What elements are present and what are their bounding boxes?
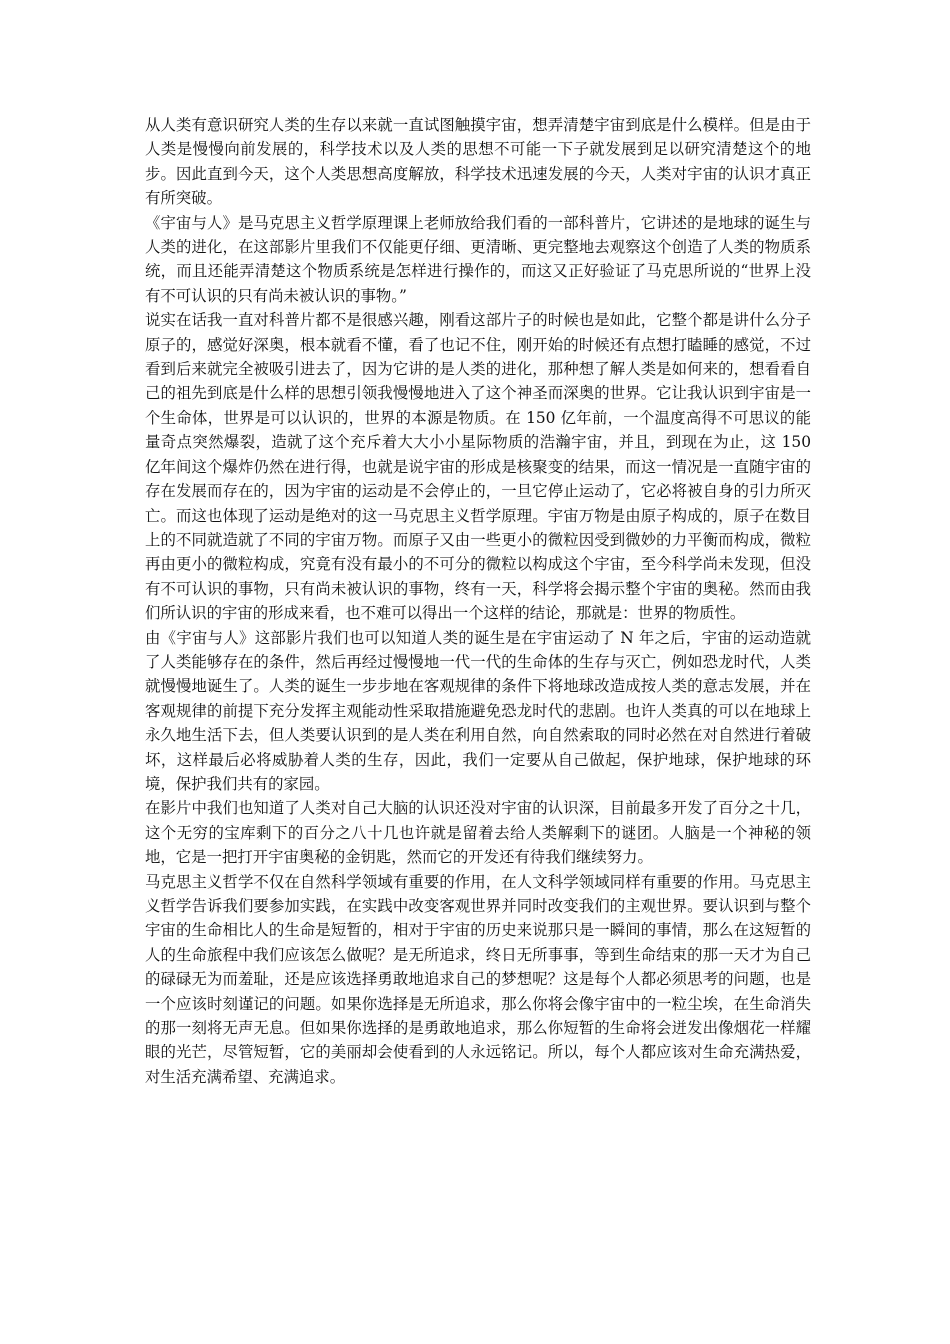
paragraph-universe-matter: 说实在话我一直对科普片都不是很感兴趣，刚看这部片子的时候也是如此，它整个都是讲什么分子原子的，感觉好深奥，根本就看不懂，看了也记不住，刚开始的时候还有点想打瞌睡的感觉，不过看到后来就完全被吸引进去了，因为它讲的是人类的进化，那种想了解人类是如何来的，想看看自己的祖先到底是什么样的思想引领我慢慢地进入了这个神圣而深奥的世界。它让我认识到宇宙是一个生命体，世界是可以认识的，世界的本源是物质。在 150 亿年前，一个温度高得不可思议的能量奇点突然爆裂，造就了这个充斥着大大小小星际物质的浩瀚宇宙，并且，到现在为止，这 150 亿年间这个爆炸仍然在进行得，也就是说宇宙的形成是核聚变的结果，而这一情况是一直随宇宙的存在发展而存在的，因为宇宙的运动是不会停止的，一旦它停止运动了，它必将被自身的引力所灭亡。而这也体现了运动是绝对的这一马克思主义哲学原理。宇宙万物是由原子构成的，原子在数目上的不同就造就了不同的宇宙万物。而原子又由一些更小的微粒因受到微妙的力平衡而构成，微粒再由更小的微粒构成，究竟有没有最小的不可分的微粒以构成这个宇宙，至今科学尚未发现，但没有不可认识的事物，只有尚未被认识的事物，终有一天，科学将会揭示整个宇宙的奥秘。然而由我们所认识的宇宙的形成来看，也不难可以得出一个这样的结论，那就是：世界的物质性。 bbox=[145, 311, 811, 623]
paragraph-human-brain: 在影片中我们也知道了人类对自己大脑的认识还没对宇宙的认识深，目前最多开发了百分之十几，这个无穷的宝库剩下的百分之八十几也许就是留着去给人类解剩下的谜团。人脑是一个神秘的领地，它是一把打开宇宙奥秘的金钥匙，然而它的开发还有待我们继续努力。 bbox=[145, 799, 811, 867]
paragraph-human-origin: 由《宇宙与人》这部影片我们也可以知道人类的诞生是在宇宙运动了 N 年之后，宇宙的运动造就了人类能够存在的条件，然后再经过慢慢地一代一代的生命体的生存与灭亡，例如恐龙时代，人类就慢慢地诞生了。人类的诞生一步步地在客观规律的条件下将地球改造成按人类的意志发展，并在客观规律的前提下充分发挥主观能动性采取措施避免恐龙时代的悲剧。也许人类真的可以在地球上永久地生活下去，但人类要认识到的是人类在利用自然，向自然索取的同时必然在对自然进行着破坏，这样最后必将威胁着人类的生存，因此，我们一定要从自己做起，保护地球，保护地球的环境，保护我们共有的家园。 bbox=[145, 628, 811, 793]
document-page bbox=[145, 113, 811, 1089]
paragraph-intro: 从人类有意识研究人类的生存以来就一直试图触摸宇宙，想弄清楚宇宙到底是什么模样。但是由于人类是慢慢向前发展的，科学技术以及人类的思想不可能一下子就发展到足以研究清楚这个的地步。因此直到今天，这个人类思想高度解放，科学技术迅速发展的今天，人类对宇宙的认识才真正有所突破。 bbox=[145, 116, 811, 208]
paragraph-film-introduction: 《宇宙与人》是马克思主义哲学原理课上老师放给我们看的一部科普片，它讲述的是地球的诞生与人类的进化，在这部影片里我们不仅能更仔细、更清晰、更完整地去观察这个创造了人类的物质系统，而且还能弄清楚这个物质系统是怎样进行操作的，而这又正好验证了马克思所说的“世界上没有不可认识的只有尚未被认识的事物。” bbox=[145, 213, 811, 305]
paragraph-conclusion: 马克思主义哲学不仅在自然科学领域有重要的作用，在人文科学领域同样有重要的作用。马克思主义哲学告诉我们要参加实践，在实践中改变客观世界并同时改变我们的主观世界。要认识到与整个宇宙的生命相比人的生命是短暂的，相对于宇宙的历史来说那只是一瞬间的事情，那么在这短暂的人的生命旅程中我们应该怎么做呢？是无所追求，终日无所事事，等到生命结束的那一天才为自己的碌碌无为而羞耻，还是应该选择勇敢地追求自己的梦想呢？这是每个人都必须思考的问题，也是一个应该时刻谨记的问题。如果你选择是无所追求，那么你将会像宇宙中的一粒尘埃，在生命消失的那一刻将无声无息。但如果你选择的是勇敢地追求，那么你短暂的生命将会迸发出像烟花一样耀眼的光芒，尽管短暂，它的美丽却会使看到的人永远铭记。所以，每个人都应该对生命充满热爱，对生活充满希望、充满追求。 bbox=[145, 872, 811, 1086]
